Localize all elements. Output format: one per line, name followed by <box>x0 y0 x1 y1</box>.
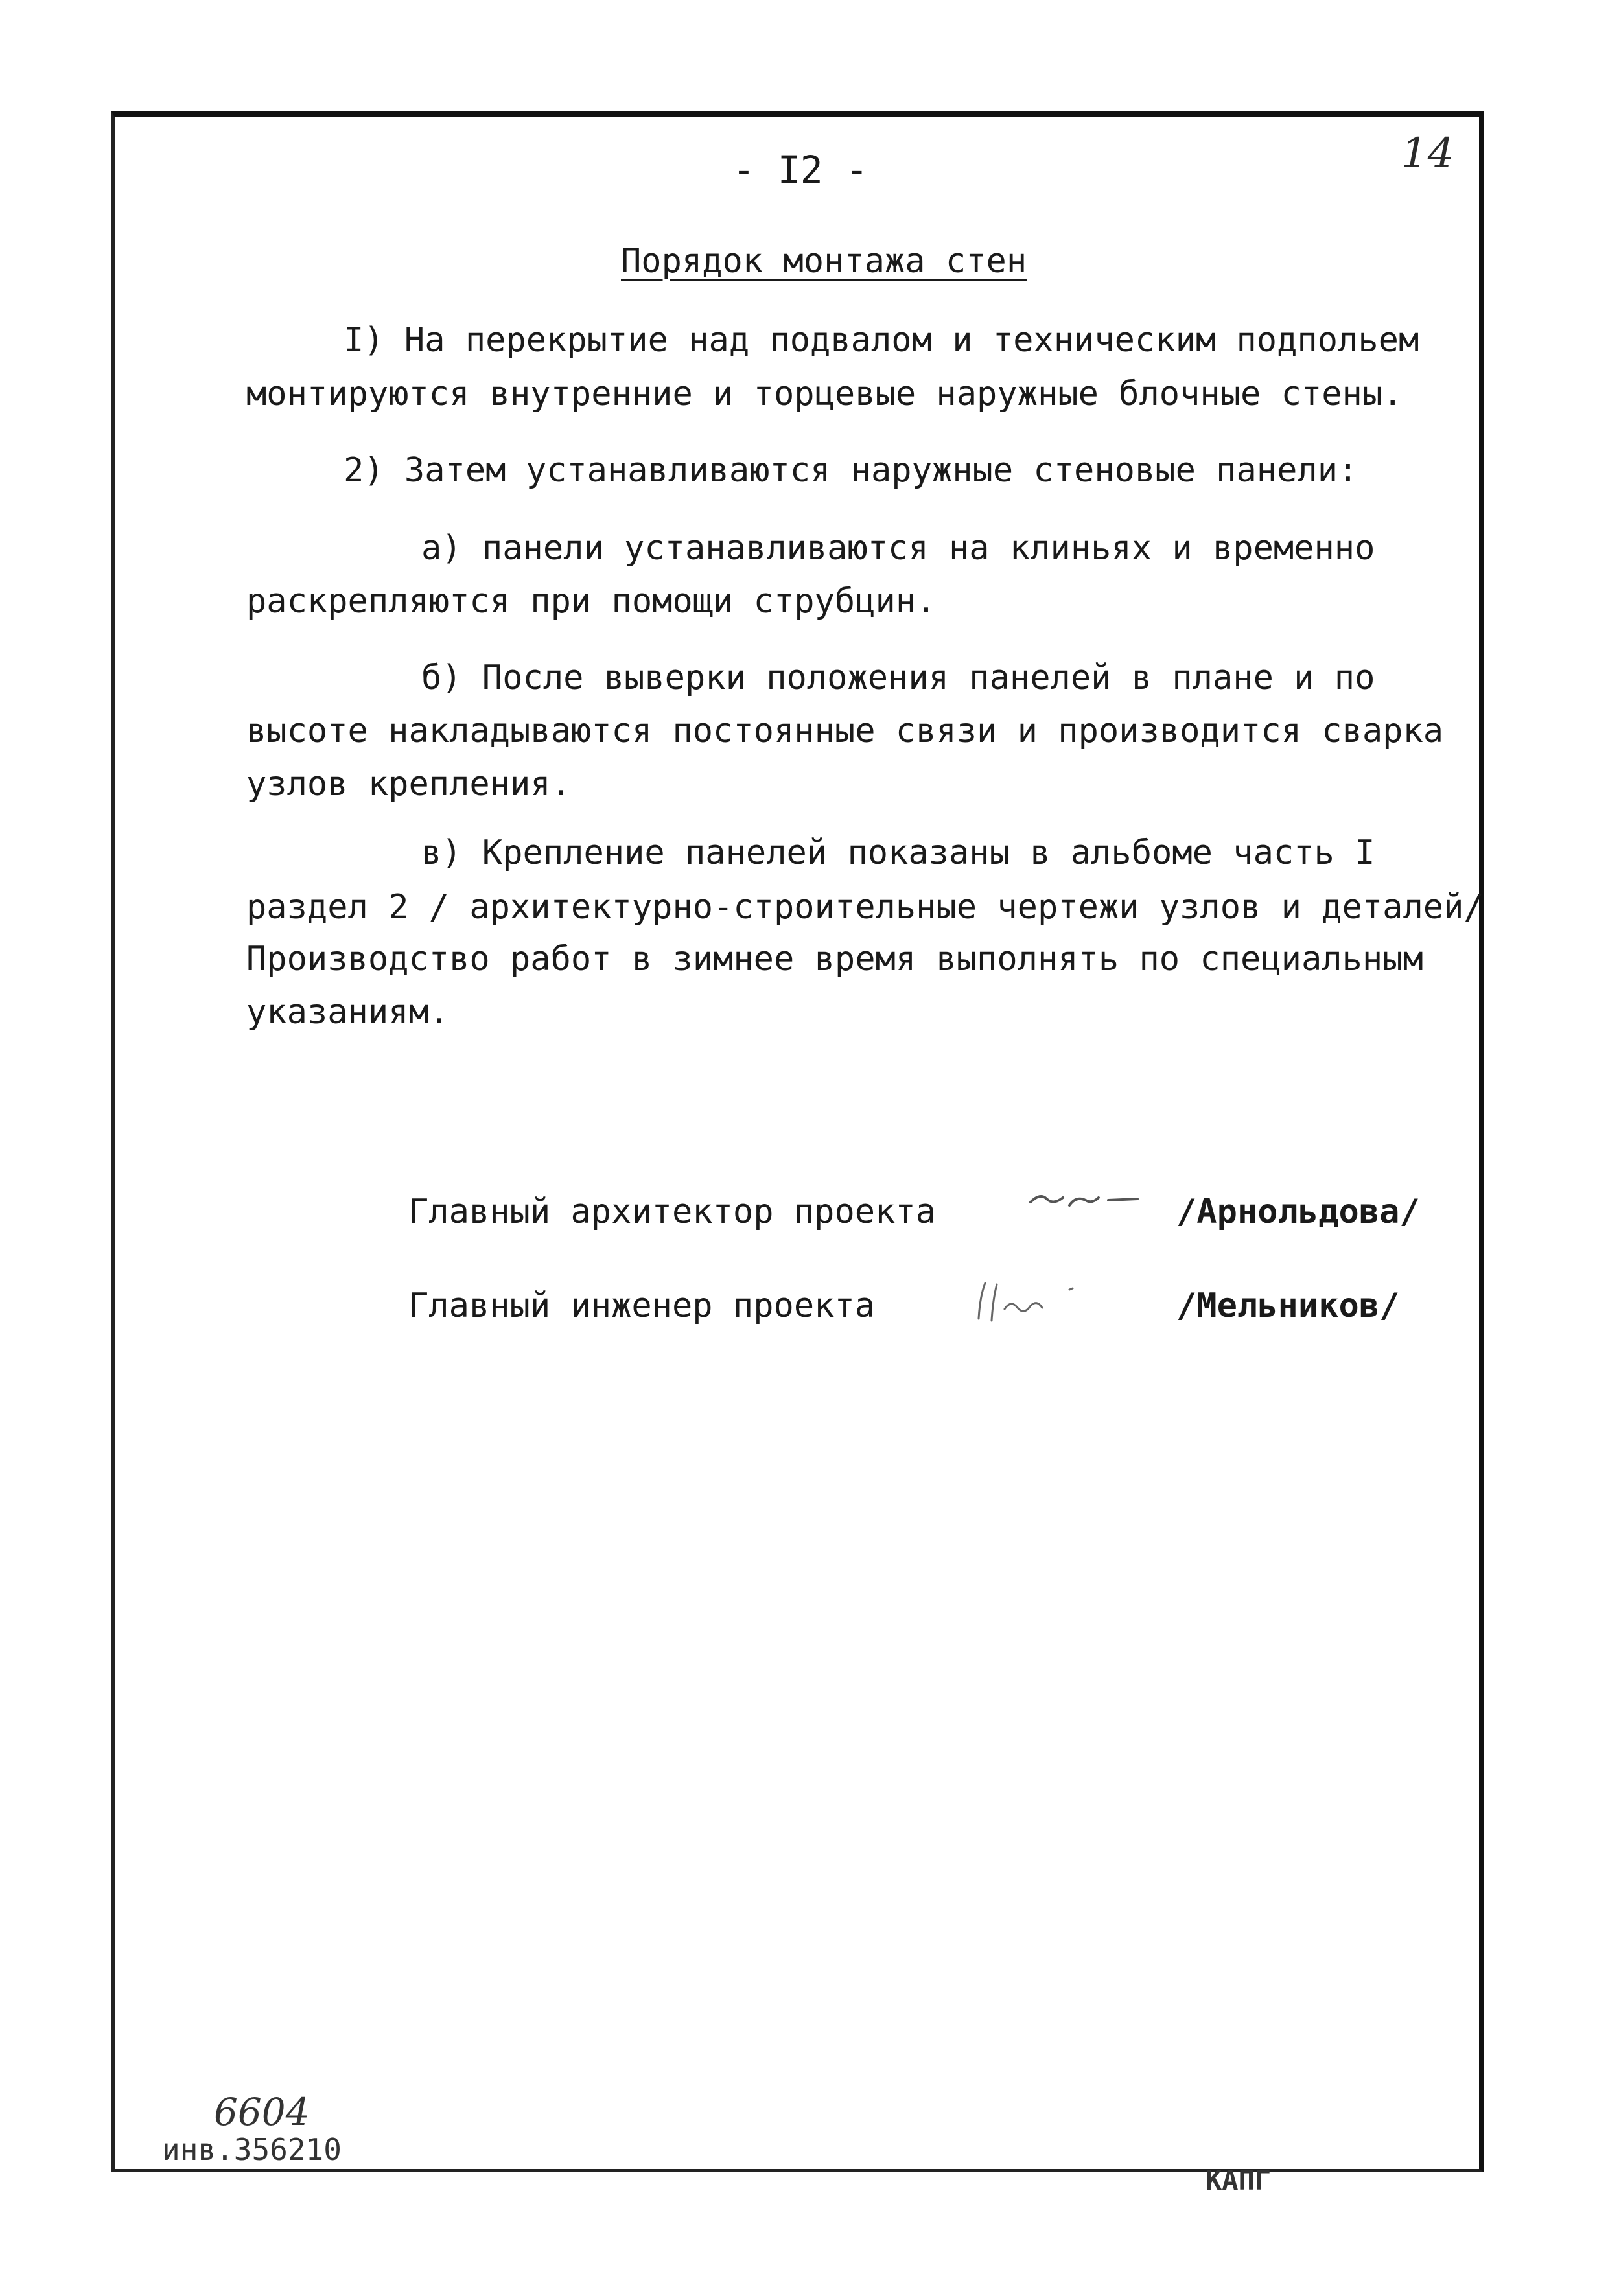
paragraph-c-line-3: Производство работ в зимнее время выполнять по специальным <box>246 940 1423 979</box>
paragraph-b-line-2: высоте накладываются постоянные связи и производится сварка <box>246 712 1444 750</box>
paragraph-a-line-2: раскрепляются при помощи струбцин. <box>246 582 937 621</box>
paragraph-1-line-2: монтируются внутренние и торцевые наружные блочные стены. <box>246 375 1403 413</box>
paragraph-1-line-1: I) На перекрытие над подвалом и техническим подпольем <box>344 321 1419 360</box>
engineer-signature <box>966 1270 1108 1331</box>
paragraph-c-line-4: указаниям. <box>246 993 450 1032</box>
footer-inventory-stamp: инв.356210 <box>162 2132 342 2167</box>
footer-bottom-stamp: КАПГ <box>1206 2164 1272 2196</box>
page-frame <box>111 111 1484 2172</box>
paragraph-b-line-1: б) После выверки положения панелей в плане и по <box>421 658 1375 697</box>
signature-name-architect: /Арнольдова/ <box>1176 1192 1420 1231</box>
paragraph-c-line-1: в) Крепление панелей показаны в альбоме часть I <box>421 833 1375 872</box>
paragraph-a-line-1: а) панели устанавливаются на клиньях и временно <box>421 529 1375 568</box>
paragraph-b-line-3: узлов крепления. <box>246 765 571 804</box>
handwritten-page-number: 14 <box>1401 130 1454 178</box>
architect-signature <box>1024 1173 1147 1221</box>
paragraph-c-line-2: раздел 2 / архитектурно-строительные чертежи узлов и деталей/ <box>246 888 1484 927</box>
paragraph-2-line-1: 2) Затем устанавливаются наружные стеновые панели: <box>344 451 1358 490</box>
signature-role-architect: Главный архитектор проекта <box>408 1192 936 1231</box>
signature-role-engineer: Главный инженер проекта <box>408 1286 876 1325</box>
section-title: Порядок монтажа стен <box>621 242 1027 281</box>
signature-name-engineer: /Мельников/ <box>1176 1286 1400 1325</box>
footer-handwritten-number: 6604 <box>214 2090 310 2134</box>
page-number: - I2 - <box>732 148 868 192</box>
